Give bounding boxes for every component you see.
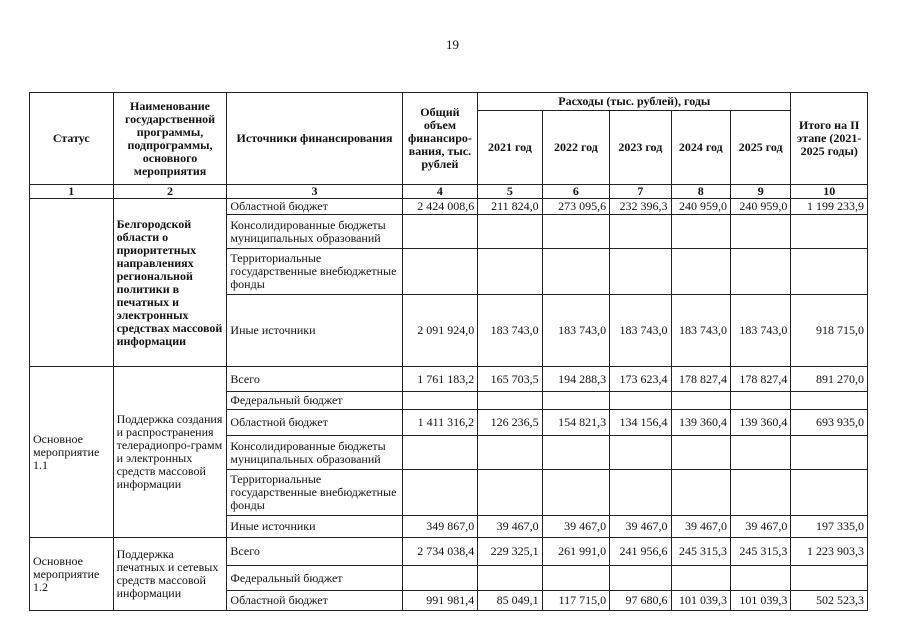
year-expense-cell: 165 703,5 <box>478 367 542 392</box>
year-expense-cell: 154 821,3 <box>542 410 609 436</box>
year-expense-cell: 229 325,1 <box>478 538 542 566</box>
year-expense-cell: 183 743,0 <box>542 295 609 367</box>
stage-total-cell <box>791 249 868 295</box>
total-funding-cell <box>402 249 478 295</box>
total-funding-cell: 2 424 008,6 <box>402 199 478 215</box>
year-expense-cell: 126 236,5 <box>478 410 542 436</box>
year-expense-cell <box>730 566 790 591</box>
year-expense-cell <box>671 436 730 470</box>
header-sources: Источники финансирования <box>227 93 402 185</box>
funding-source-cell: Территориальные государственные внебюджетные фонды <box>227 470 402 516</box>
column-number: 8 <box>671 185 730 199</box>
funding-source-cell: Консолидированные бюджеты муниципальных образований <box>227 436 402 470</box>
year-expense-cell: 85 049,1 <box>478 591 542 611</box>
year-expense-cell <box>730 470 790 516</box>
total-funding-cell <box>402 215 478 249</box>
column-number: 4 <box>402 185 478 199</box>
year-expense-cell <box>610 470 671 516</box>
funding-source-cell: Территориальные государственные внебюджетные фонды <box>227 249 402 295</box>
year-expense-cell: 245 315,3 <box>730 538 790 566</box>
year-expense-cell <box>542 392 609 410</box>
year-expense-cell <box>730 215 790 249</box>
column-number: 1 <box>30 185 114 199</box>
year-expense-cell: 183 743,0 <box>478 295 542 367</box>
total-funding-cell <box>402 566 478 591</box>
column-number: 10 <box>791 185 868 199</box>
program-name-cell: Поддержка создания и распространения телерадиопро-грамм и электронных средств массовой информации <box>113 367 227 538</box>
funding-source-cell: Иные источники <box>227 516 402 538</box>
table-row <box>30 199 868 215</box>
header-expenses: Расходы (тыс. рублей), годы <box>478 93 791 111</box>
header-total: Общий объем финансиро-вания, тыс. рублей <box>402 93 478 185</box>
year-expense-cell: 97 680,6 <box>610 591 671 611</box>
year-expense-cell: 232 396,3 <box>610 199 671 215</box>
stage-total-cell <box>791 436 868 470</box>
year-expense-cell: 39 467,0 <box>671 516 730 538</box>
column-number: 6 <box>542 185 609 199</box>
header-year-2024: 2024 год <box>671 111 730 185</box>
stage-total-cell: 197 335,0 <box>791 516 868 538</box>
year-expense-cell: 101 039,3 <box>671 591 730 611</box>
year-expense-cell <box>478 436 542 470</box>
total-funding-cell: 1 761 183,2 <box>402 367 478 392</box>
year-expense-cell: 240 959,0 <box>671 199 730 215</box>
column-number: 3 <box>227 185 402 199</box>
total-funding-cell: 991 981,4 <box>402 591 478 611</box>
year-expense-cell <box>542 215 609 249</box>
table-row <box>30 367 868 392</box>
status-cell: Основное мероприятие 1.2 <box>30 538 114 611</box>
year-expense-cell: 183 743,0 <box>671 295 730 367</box>
year-expense-cell <box>542 566 609 591</box>
program-name-cell: Поддержка печатных и сетевых средств массовой информации <box>113 538 227 611</box>
status-cell <box>30 199 114 367</box>
funding-source-cell: Областной бюджет <box>227 199 402 215</box>
stage-total-cell: 693 935,0 <box>791 410 868 436</box>
program-name-cell: Белгородской области о приоритетных направлениях региональной политики в печатных и электронных средствах массовой информации <box>113 199 227 367</box>
year-expense-cell <box>478 249 542 295</box>
year-expense-cell: 173 623,4 <box>610 367 671 392</box>
year-expense-cell: 211 824,0 <box>478 199 542 215</box>
funding-source-cell: Областной бюджет <box>227 410 402 436</box>
total-funding-cell: 2 091 924,0 <box>402 295 478 367</box>
year-expense-cell <box>671 249 730 295</box>
budget-table <box>29 92 868 611</box>
header-year-2023: 2023 год <box>610 111 671 185</box>
stage-total-cell: 918 715,0 <box>791 295 868 367</box>
year-expense-cell <box>671 215 730 249</box>
year-expense-cell <box>610 249 671 295</box>
funding-source-cell: Иные источники <box>227 295 402 367</box>
year-expense-cell <box>730 436 790 470</box>
year-expense-cell <box>478 566 542 591</box>
funding-source-cell: Всего <box>227 367 402 392</box>
year-expense-cell <box>542 436 609 470</box>
year-expense-cell <box>610 436 671 470</box>
year-expense-cell <box>730 249 790 295</box>
column-number: 9 <box>730 185 790 199</box>
funding-source-cell: Консолидированные бюджеты муниципальных образований <box>227 215 402 249</box>
total-funding-cell: 1 411 316,2 <box>402 410 478 436</box>
stage-total-cell: 1 199 233,9 <box>791 199 868 215</box>
year-expense-cell <box>671 566 730 591</box>
stage-total-cell <box>791 215 868 249</box>
year-expense-cell: 183 743,0 <box>610 295 671 367</box>
funding-source-cell: Федеральный бюджет <box>227 392 402 410</box>
year-expense-cell <box>610 566 671 591</box>
year-expense-cell: 134 156,4 <box>610 410 671 436</box>
stage-total-cell: 891 270,0 <box>791 367 868 392</box>
total-funding-cell: 2 734 038,4 <box>402 538 478 566</box>
year-expense-cell <box>478 392 542 410</box>
column-number: 2 <box>113 185 227 199</box>
total-funding-cell <box>402 470 478 516</box>
year-expense-cell: 178 827,4 <box>671 367 730 392</box>
column-number-row <box>30 185 868 199</box>
year-expense-cell: 261 991,0 <box>542 538 609 566</box>
year-expense-cell <box>478 215 542 249</box>
year-expense-cell: 240 959,0 <box>730 199 790 215</box>
total-funding-cell <box>402 392 478 410</box>
funding-source-cell: Областной бюджет <box>227 591 402 611</box>
stage-total-cell <box>791 566 868 591</box>
year-expense-cell: 194 288,3 <box>542 367 609 392</box>
page-number: 19 <box>446 37 459 52</box>
year-expense-cell: 39 467,0 <box>730 516 790 538</box>
year-expense-cell: 139 360,4 <box>671 410 730 436</box>
column-number: 5 <box>478 185 542 199</box>
year-expense-cell: 101 039,3 <box>730 591 790 611</box>
year-expense-cell <box>610 392 671 410</box>
stage-total-cell: 502 523,3 <box>791 591 868 611</box>
status-cell: Основное мероприятие 1.1 <box>30 367 114 538</box>
year-expense-cell: 139 360,4 <box>730 410 790 436</box>
year-expense-cell <box>542 470 609 516</box>
stage-total-cell <box>791 470 868 516</box>
year-expense-cell <box>671 392 730 410</box>
year-expense-cell: 39 467,0 <box>478 516 542 538</box>
funding-source-cell: Федеральный бюджет <box>227 566 402 591</box>
year-expense-cell <box>542 249 609 295</box>
year-expense-cell <box>610 215 671 249</box>
stage-total-cell: 1 223 903,3 <box>791 538 868 566</box>
year-expense-cell: 117 715,0 <box>542 591 609 611</box>
year-expense-cell: 178 827,4 <box>730 367 790 392</box>
stage-total-cell <box>791 392 868 410</box>
header-name: Наименование государственной программы, подпрограммы, основного мероприятия <box>113 93 227 185</box>
header-year-2021: 2021 год <box>478 111 542 185</box>
year-expense-cell: 183 743,0 <box>730 295 790 367</box>
year-expense-cell: 39 467,0 <box>542 516 609 538</box>
funding-source-cell: Всего <box>227 538 402 566</box>
total-funding-cell <box>402 436 478 470</box>
table-row <box>30 538 868 566</box>
year-expense-cell: 273 095,6 <box>542 199 609 215</box>
header-year-2025: 2025 год <box>730 111 790 185</box>
year-expense-cell <box>730 392 790 410</box>
year-expense-cell: 241 956,6 <box>610 538 671 566</box>
year-expense-cell <box>478 470 542 516</box>
year-expense-cell: 245 315,3 <box>671 538 730 566</box>
header-status: Статус <box>30 93 114 185</box>
year-expense-cell <box>671 470 730 516</box>
header-stage-total: Итого на II этапе (2021-2025 годы) <box>791 93 868 185</box>
total-funding-cell: 349 867,0 <box>402 516 478 538</box>
column-number: 7 <box>610 185 671 199</box>
year-expense-cell: 39 467,0 <box>610 516 671 538</box>
header-year-2022: 2022 год <box>542 111 609 185</box>
